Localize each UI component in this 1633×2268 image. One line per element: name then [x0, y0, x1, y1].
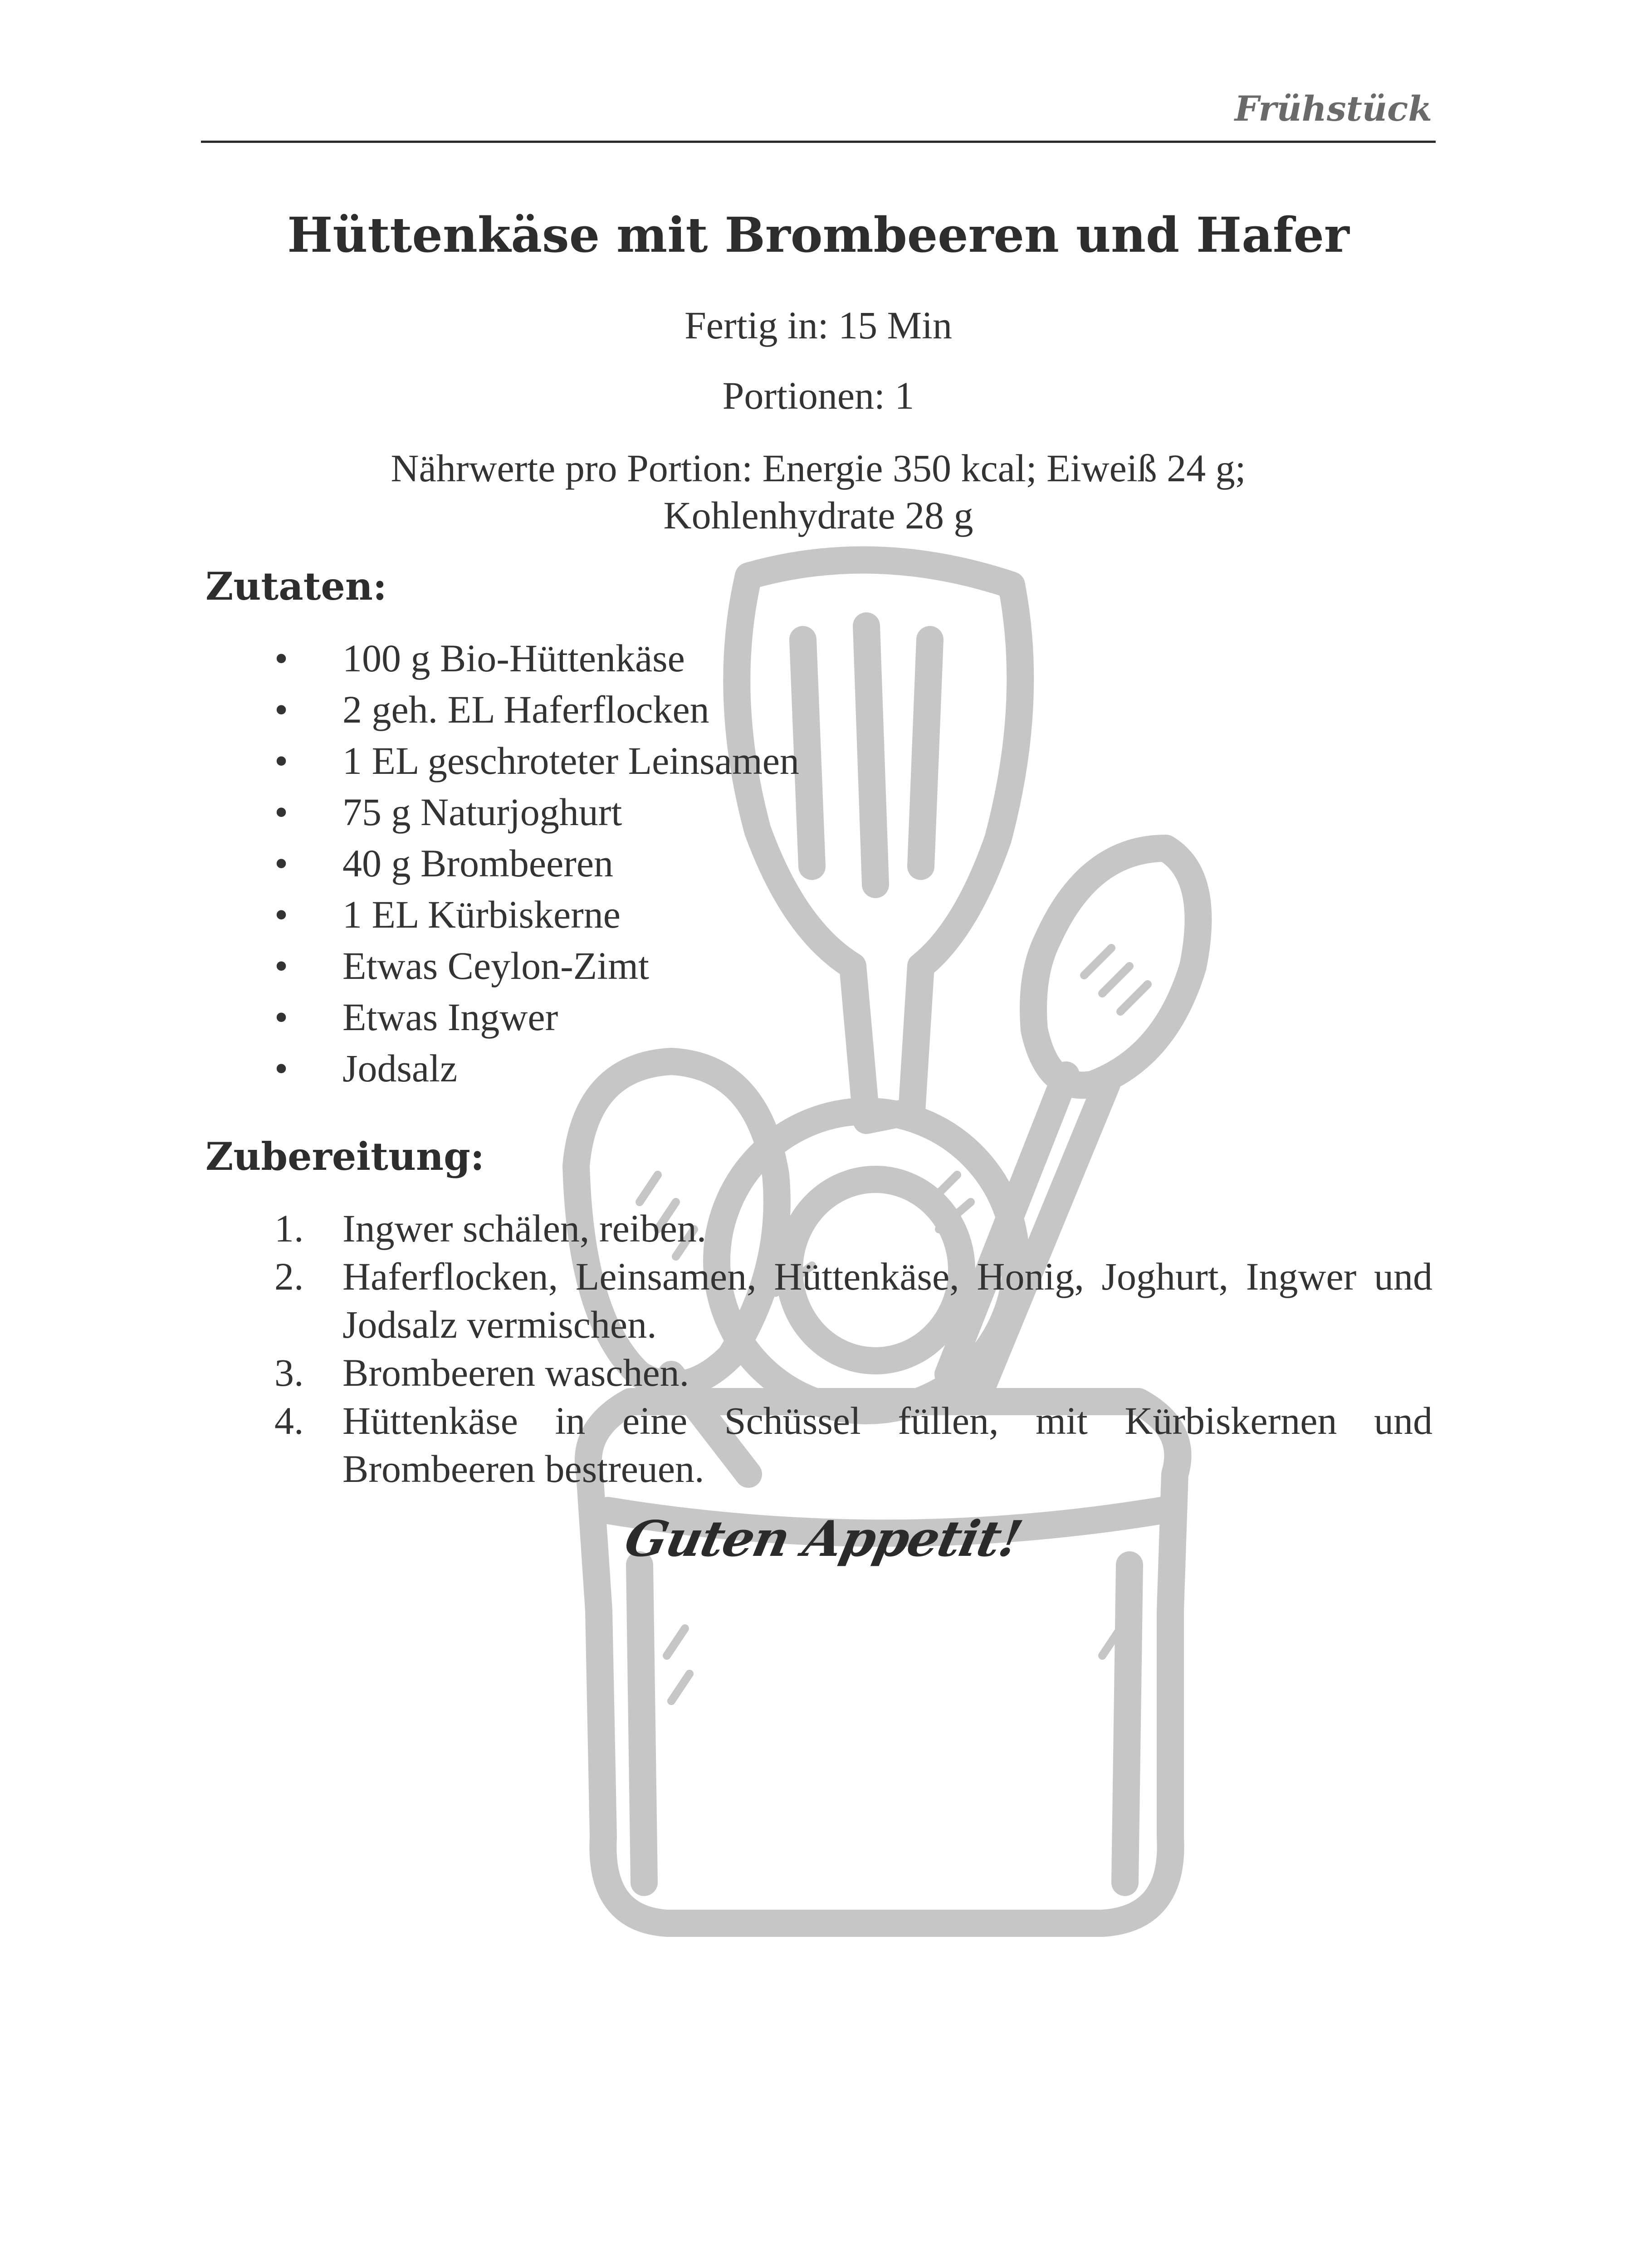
ingredient-item: • 1 EL Kürbiskerne [205, 889, 799, 940]
bullet-icon: • [274, 636, 288, 680]
ingredient-item: • Etwas Ingwer [205, 992, 799, 1043]
nutrition-line-2: Kohlenhydrate 28 g [663, 494, 973, 537]
ingredient-item: • 40 g Brombeeren [205, 838, 799, 889]
bullet-icon: • [274, 688, 288, 731]
step-item: 4. Hüttenkäse in eine Schüssel füllen, mit Kürbiskernen und Brombeeren bestreuen. [274, 1399, 1433, 1491]
ready-in: Fertig in: 15 Min [684, 303, 953, 347]
bullet-icon: • [274, 944, 288, 987]
bullet-icon: • [274, 841, 288, 885]
preparation-heading: Zubereitung: [205, 1134, 484, 1179]
step-item: 2. Haferflocken, Leinsamen, Hüttenkäse, Honig, Joghurt, Ingwer und Jodsalz vermischen. [274, 1255, 1433, 1346]
ingredients-list [205, 633, 799, 1094]
bullet-icon: • [274, 739, 288, 782]
ingredients-heading: Zutaten: [205, 564, 387, 609]
preparation-steps [205, 1204, 1433, 1493]
running-head: Frühstück [1234, 88, 1432, 129]
bullet-icon: • [274, 893, 288, 936]
servings: Portionen: 1 [722, 374, 914, 417]
step-item: 1. Ingwer schälen, reiben. [274, 1207, 707, 1250]
ingredient-item: • Etwas Ceylon-Zimt [205, 940, 799, 992]
nutrition-line-1: Nährwerte pro Portion: Energie 350 kcal; Eiweiß 24 g; [391, 446, 1246, 490]
ingredient-item: • 75 g Naturjoghurt [205, 787, 799, 838]
step-item: 3. Brombeeren waschen. [274, 1351, 689, 1394]
bullet-icon: • [274, 995, 288, 1039]
bullet-icon: • [274, 790, 288, 834]
bullet-icon: • [274, 1046, 288, 1090]
ingredient-item: • 100 g Bio-Hüttenkäse [205, 633, 799, 684]
ingredient-item: • 1 EL geschroteter Leinsamen [205, 735, 799, 787]
recipe-title: Hüttenkäse mit Brombeeren und Hafer [287, 206, 1349, 263]
closing-line: Guten Appetit! [620, 1510, 1027, 1568]
header-rule [201, 141, 1436, 143]
ingredient-item: • 2 geh. EL Haferflocken [205, 684, 799, 735]
ingredient-item: • Jodsalz [205, 1043, 799, 1094]
